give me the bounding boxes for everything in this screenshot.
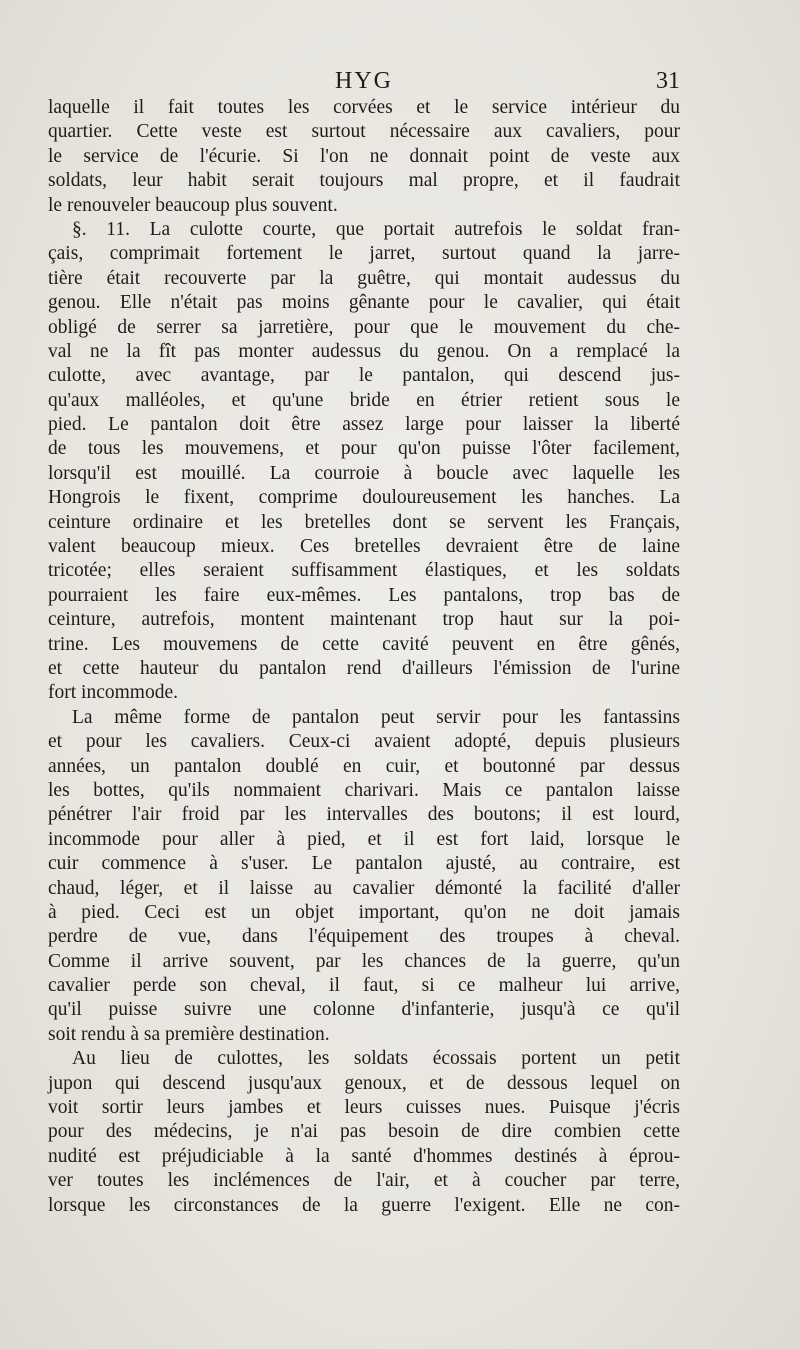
text-line: ceinture ordinaire et les bretelles dont se servent les Français,	[48, 511, 680, 533]
text-line: nudité est préjudiciable à la santé d'hommes destinés à éprou-	[48, 1145, 680, 1167]
text-line: fort incommode.	[48, 682, 178, 704]
text-line: Au lieu de culottes, les soldats écossais portent un petit	[72, 1048, 680, 1070]
text-line: ceinture, autrefois, montent maintenant trop haut sur la poi-	[48, 609, 680, 631]
page-number: 31	[656, 68, 680, 94]
body-text	[48, 96, 680, 1218]
text-line: pour des médecins, je n'ai pas besoin de dire combien cette	[48, 1121, 680, 1143]
text-line: voit sortir leurs jambes et leurs cuisses nues. Puisque j'écris	[48, 1097, 680, 1119]
text-line: et cette hauteur du pantalon rend d'ailleurs l'émission de l'urine	[48, 657, 680, 679]
text-line: qu'il puisse suivre une colonne d'infanterie, jusqu'à ce qu'il	[48, 999, 680, 1021]
text-line: val ne la fît pas monter audessus du genou. On a remplacé la	[48, 340, 680, 362]
text-line: Comme il arrive souvent, par les chances de la guerre, qu'un	[48, 950, 680, 972]
text-line: pénétrer l'air froid par les intervalles des boutons; il est lourd,	[48, 804, 680, 826]
text-line: quartier. Cette veste est surtout nécessaire aux cavaliers, pour	[48, 121, 680, 143]
text-line: les bottes, qu'ils nommaient charivari. Mais ce pantalon laisse	[48, 779, 680, 801]
text-line: culotte, avec avantage, par le pantalon, qui descend jus-	[48, 365, 680, 387]
text-line: et pour les cavaliers. Ceux-ci avaient adopté, depuis plusieurs	[48, 731, 680, 753]
text-line: de tous les mouvemens, et pour qu'on puisse l'ôter facilement,	[48, 438, 680, 460]
paragraph-continuation	[48, 96, 680, 218]
text-line: le service de l'écurie. Si l'on ne donnait point de veste aux	[48, 145, 680, 167]
paragraph-section-11	[48, 218, 680, 706]
text-line: trine. Les mouvemens de cette cavité peuvent en être gênés,	[48, 633, 680, 655]
text-line: incommode pour aller à pied, et il est fort laid, lorsque le	[48, 828, 680, 850]
text-line: cavalier perde son cheval, il faut, si ce malheur lui arrive,	[48, 975, 680, 997]
text-line: tière était recouverte par la guêtre, qui montait audessus du	[48, 267, 680, 289]
text-line: soit rendu à sa première destination.	[48, 1023, 330, 1045]
text-line: le renouveler beaucoup plus souvent.	[48, 194, 338, 216]
text-line: genou. Elle n'était pas moins gênante pour le cavalier, qui était	[48, 292, 680, 314]
running-head	[48, 64, 680, 96]
text-line: à pied. Ceci est un objet important, qu'on ne doit jamais	[48, 901, 680, 923]
text-line: laquelle il fait toutes les corvées et le service intérieur du	[48, 97, 680, 118]
text-line: perdre de vue, dans l'équipement des troupes à cheval.	[48, 926, 680, 948]
text-line: années, un pantalon doublé en cuir, et boutonné par dessus	[48, 755, 680, 777]
text-line: qu'aux malléoles, et qu'une bride en étrier retient sous le	[48, 389, 680, 411]
text-line: chaud, léger, et il laisse au cavalier démonté la facilité d'aller	[48, 877, 680, 899]
running-title: HYG	[335, 68, 393, 94]
text-line: §. 11. La culotte courte, que portait autrefois le soldat fran-	[72, 218, 680, 240]
text-line: pourraient les faire eux-mêmes. Les pantalons, trop bas de	[48, 584, 680, 606]
text-line: valent beaucoup mieux. Ces bretelles devraient être de laine	[48, 536, 680, 558]
text-line: Hongrois le fixent, comprime douloureusement les hanches. La	[48, 487, 680, 509]
paragraph-pantalon	[48, 706, 680, 1047]
text-line: lorsqu'il est mouillé. La courroie à boucle avec laquelle les	[48, 462, 680, 484]
text-line: cuir commence à s'user. Le pantalon ajusté, au contraire, est	[48, 853, 680, 875]
text-line: tricotée; elles seraient suffisamment élastiques, et les soldats	[48, 560, 680, 582]
text-line: pied. Le pantalon doit être assez large pour laisser la liberté	[48, 414, 680, 436]
text-line: ver toutes les inclémences de l'air, et à coucher par terre,	[48, 1170, 680, 1192]
text-line: lorsque les circonstances de la guerre l'exigent. Elle ne con-	[48, 1194, 680, 1216]
text-line: soldats, leur habit serait toujours mal propre, et il faudrait	[48, 170, 680, 192]
text-line: obligé de serrer sa jarretière, pour que le mouvement du che-	[48, 316, 680, 338]
text-line: jupon qui descend jusqu'aux genoux, et de dessous lequel on	[48, 1072, 680, 1094]
paragraph-ecossais	[48, 1047, 680, 1218]
text-line: çais, comprimait fortement le jarret, surtout quand la jarre-	[48, 243, 680, 265]
text-line: La même forme de pantalon peut servir pour les fantassins	[72, 706, 680, 728]
